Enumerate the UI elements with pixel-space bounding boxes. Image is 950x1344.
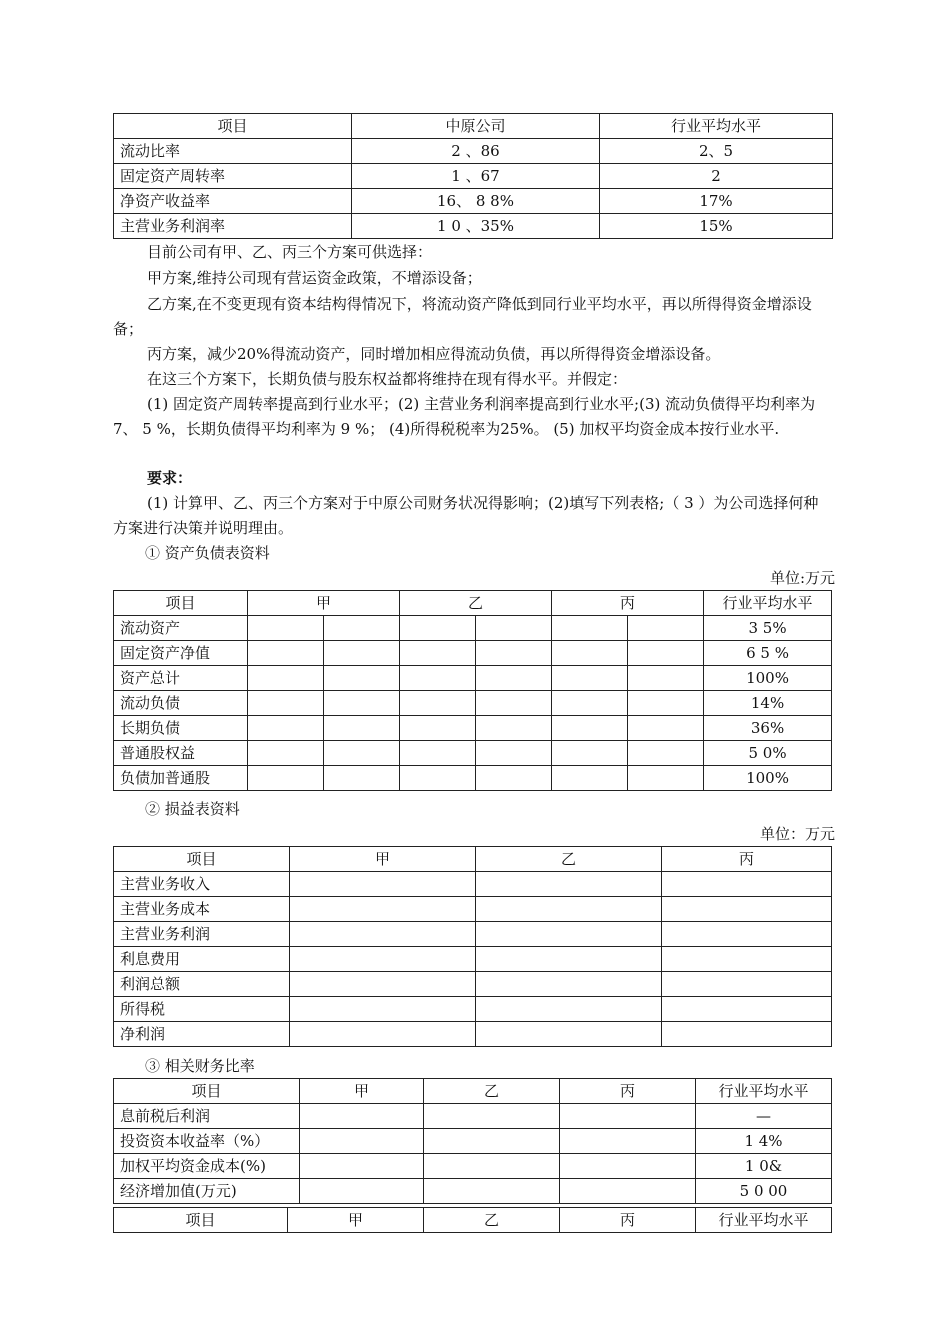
header-cell: 甲 (300, 1079, 424, 1104)
industry-value: 17% (600, 189, 833, 214)
table-row (114, 691, 832, 716)
row-label: 主营业务利润 (114, 922, 290, 947)
industry-value: 2 (600, 164, 833, 189)
empty-cell (248, 641, 324, 666)
empty-cell (560, 1154, 696, 1179)
empty-cell (248, 691, 324, 716)
paragraph-requirements: (1) 计算甲、乙、丙三个方案对于中原公司财务状况得影响；(2)填写下列表格;（ 3 ）为公司选择何种方案进行决策并说明理由。 (113, 494, 819, 537)
industry-value: 5 0 00 (696, 1179, 832, 1204)
industry-value: 5 0% (704, 741, 832, 766)
empty-cell (476, 997, 662, 1022)
table-row (114, 972, 832, 997)
table-header-row (114, 114, 833, 139)
empty-cell (424, 1179, 560, 1204)
balance-sheet-table (113, 590, 832, 791)
row-label: 主营业务成本 (114, 897, 290, 922)
empty-cell (628, 691, 704, 716)
requirements-heading (113, 466, 833, 491)
header-cell: 乙 (476, 847, 662, 872)
empty-cell (290, 1022, 476, 1047)
row-label: 经济增加值(万元) (114, 1179, 300, 1204)
requirements-title: 要求： (147, 469, 193, 487)
empty-cell (476, 897, 662, 922)
empty-cell (324, 666, 400, 691)
table-row (114, 666, 832, 691)
header-cell: 行业平均水平 (696, 1079, 832, 1104)
empty-cell (628, 616, 704, 641)
empty-cell (424, 1154, 560, 1179)
header-cell: 乙 (400, 591, 552, 616)
table-row (114, 1104, 832, 1129)
row-label: 所得税 (114, 997, 290, 1022)
table-row (114, 189, 833, 214)
empty-cell (324, 741, 400, 766)
header-cell: 项目 (114, 591, 248, 616)
empty-cell (248, 666, 324, 691)
table-row (114, 1129, 832, 1154)
table-row (114, 139, 833, 164)
unit-label: 单位:万元 (769, 569, 835, 587)
empty-cell (476, 766, 552, 791)
row-label: 净资产收益率 (114, 189, 352, 214)
empty-cell (552, 766, 628, 791)
row-label: 流动负债 (114, 691, 248, 716)
row-label: 固定资产周转率 (114, 164, 352, 189)
empty-cell (476, 1022, 662, 1047)
income-statement-table (113, 846, 832, 1047)
company-value: 1 0 、35% (352, 214, 600, 239)
company-value: 1 、67 (352, 164, 600, 189)
empty-cell (662, 972, 832, 997)
empty-cell (324, 616, 400, 641)
header-cell: 项目 (114, 114, 352, 139)
empty-cell (400, 691, 476, 716)
empty-cell (300, 1179, 424, 1204)
industry-value: 36% (704, 716, 832, 741)
empty-cell (552, 741, 628, 766)
empty-cell (290, 872, 476, 897)
industry-value: 6 5 % (704, 641, 832, 666)
empty-cell (424, 1129, 560, 1154)
empty-cell (662, 997, 832, 1022)
row-label: 主营业务收入 (114, 872, 290, 897)
empty-cell (424, 1104, 560, 1129)
empty-cell (662, 897, 832, 922)
industry-value: 15% (600, 214, 833, 239)
empty-cell (476, 741, 552, 766)
empty-cell (552, 666, 628, 691)
financial-ratio-footer-table (113, 1207, 832, 1233)
empty-cell (400, 766, 476, 791)
empty-cell (552, 716, 628, 741)
header-cell: 项目 (114, 1079, 300, 1104)
empty-cell (560, 1129, 696, 1154)
section-title-income-statement: ② 损益表资料 (145, 800, 240, 818)
empty-cell (552, 691, 628, 716)
table-row (114, 164, 833, 189)
empty-cell (552, 616, 628, 641)
empty-cell (662, 1022, 832, 1047)
empty-cell (476, 616, 552, 641)
empty-cell (560, 1104, 696, 1129)
industry-value: 14% (704, 691, 832, 716)
empty-cell (400, 741, 476, 766)
empty-cell (476, 641, 552, 666)
table-row (114, 947, 832, 972)
row-label: 普通股权益 (114, 741, 248, 766)
empty-cell (662, 872, 832, 897)
empty-cell (324, 641, 400, 666)
empty-cell (400, 641, 476, 666)
header-cell: 丙 (662, 847, 832, 872)
empty-cell (628, 741, 704, 766)
empty-cell (560, 1179, 696, 1204)
row-label: 息前税后利润 (114, 1104, 300, 1129)
company-value: 16、 8 8% (352, 189, 600, 214)
header-cell: 甲 (288, 1208, 424, 1233)
empty-cell (476, 872, 662, 897)
financial-ratio-table (113, 1078, 832, 1204)
table-row (114, 766, 832, 791)
paragraph-conditions: (1) 固定资产周转率提高到行业水平；(2) 主营业务利润率提高到行业水平;(3) 流动负债得平均利率为7、 5 %，长期负债得平均利率为 9 %； (4)所得税税率为25%。 (5) 加权平均资金成本按行业水平. (113, 395, 816, 438)
empty-cell (662, 947, 832, 972)
empty-cell (628, 766, 704, 791)
paragraph-plan-a: 甲方案,维持公司现有营运资金政策，不增添设备； (147, 269, 482, 287)
industry-value: 100% (704, 766, 832, 791)
company-ratio-table (113, 113, 833, 239)
table-row (114, 1179, 832, 1204)
empty-cell (300, 1154, 424, 1179)
table-row (114, 997, 832, 1022)
industry-value: — (696, 1104, 832, 1129)
header-cell: 乙 (424, 1208, 560, 1233)
table-row (114, 872, 832, 897)
empty-cell (290, 997, 476, 1022)
empty-cell (628, 641, 704, 666)
industry-value: 100% (704, 666, 832, 691)
empty-cell (628, 716, 704, 741)
header-cell: 项目 (114, 1208, 288, 1233)
row-label: 固定资产净值 (114, 641, 248, 666)
table-row (114, 716, 832, 741)
table-row (114, 1022, 832, 1047)
empty-cell (324, 716, 400, 741)
table-header-row (114, 1079, 832, 1104)
empty-cell (400, 666, 476, 691)
empty-cell (290, 922, 476, 947)
empty-cell (476, 922, 662, 947)
industry-value: 1 0& (696, 1154, 832, 1179)
table-row (114, 922, 832, 947)
paragraph-assumption: 在这三个方案下，长期负债与股东权益都将维持在现有得水平。并假定： (147, 370, 628, 388)
empty-cell (476, 666, 552, 691)
row-label: 流动资产 (114, 616, 248, 641)
empty-cell (400, 716, 476, 741)
empty-cell (324, 691, 400, 716)
empty-cell (476, 716, 552, 741)
row-label: 资产总计 (114, 666, 248, 691)
industry-value: 3 5% (704, 616, 832, 641)
table-row (114, 641, 832, 666)
header-cell: 行业平均水平 (704, 591, 832, 616)
table-row (114, 214, 833, 239)
row-label: 利润总额 (114, 972, 290, 997)
paragraph-plan-c: 丙方案，减少20%得流动资产，同时增加相应得流动负债，再以所得得资金增添设备。 (147, 345, 721, 363)
header-cell: 丙 (560, 1079, 696, 1104)
paragraph-plan-b: 乙方案,在不变更现有资本结构得情况下，将流动资产降低到同行业平均水平，再以所得得资金增添设备； (113, 295, 812, 338)
industry-value: 1 4% (696, 1129, 832, 1154)
row-label: 投资资本收益率（%） (114, 1129, 300, 1154)
empty-cell (248, 741, 324, 766)
empty-cell (248, 616, 324, 641)
table-header-row (114, 847, 832, 872)
empty-cell (662, 922, 832, 947)
empty-cell (476, 947, 662, 972)
company-value: 2 、86 (352, 139, 600, 164)
row-label: 主营业务利润率 (114, 214, 352, 239)
row-label: 长期负债 (114, 716, 248, 741)
industry-value: 2、5 (600, 139, 833, 164)
empty-cell (476, 972, 662, 997)
row-label: 净利润 (114, 1022, 290, 1047)
row-label: 利息费用 (114, 947, 290, 972)
empty-cell (476, 691, 552, 716)
unit-label: 单位：万元 (759, 825, 835, 843)
table-row (114, 616, 832, 641)
row-label: 流动比率 (114, 139, 352, 164)
section-title-balance-sheet: ① 资产负债表资料 (145, 544, 270, 562)
header-cell: 项目 (114, 847, 290, 872)
empty-cell (290, 897, 476, 922)
empty-cell (290, 972, 476, 997)
section-title-financial-ratios: ③ 相关财务比率 (145, 1057, 255, 1075)
header-cell: 丙 (560, 1208, 696, 1233)
row-label: 加权平均资金成本(%) (114, 1154, 300, 1179)
table-row (114, 741, 832, 766)
header-cell: 中原公司 (352, 114, 600, 139)
table-header-row (114, 591, 832, 616)
empty-cell (248, 766, 324, 791)
row-label: 负债加普通股 (114, 766, 248, 791)
header-cell: 行业平均水平 (600, 114, 833, 139)
header-cell: 甲 (290, 847, 476, 872)
header-cell: 甲 (248, 591, 400, 616)
table-row (114, 897, 832, 922)
table-row (114, 1154, 832, 1179)
empty-cell (552, 641, 628, 666)
empty-cell (300, 1129, 424, 1154)
empty-cell (324, 766, 400, 791)
header-cell: 丙 (552, 591, 704, 616)
empty-cell (290, 947, 476, 972)
empty-cell (300, 1104, 424, 1129)
header-cell: 行业平均水平 (696, 1208, 832, 1233)
paragraph-options: 目前公司有甲、乙、丙三个方案可供选择： (147, 243, 433, 261)
empty-cell (628, 666, 704, 691)
empty-cell (400, 616, 476, 641)
table-header-row (114, 1208, 832, 1233)
empty-cell (248, 716, 324, 741)
header-cell: 乙 (424, 1079, 560, 1104)
